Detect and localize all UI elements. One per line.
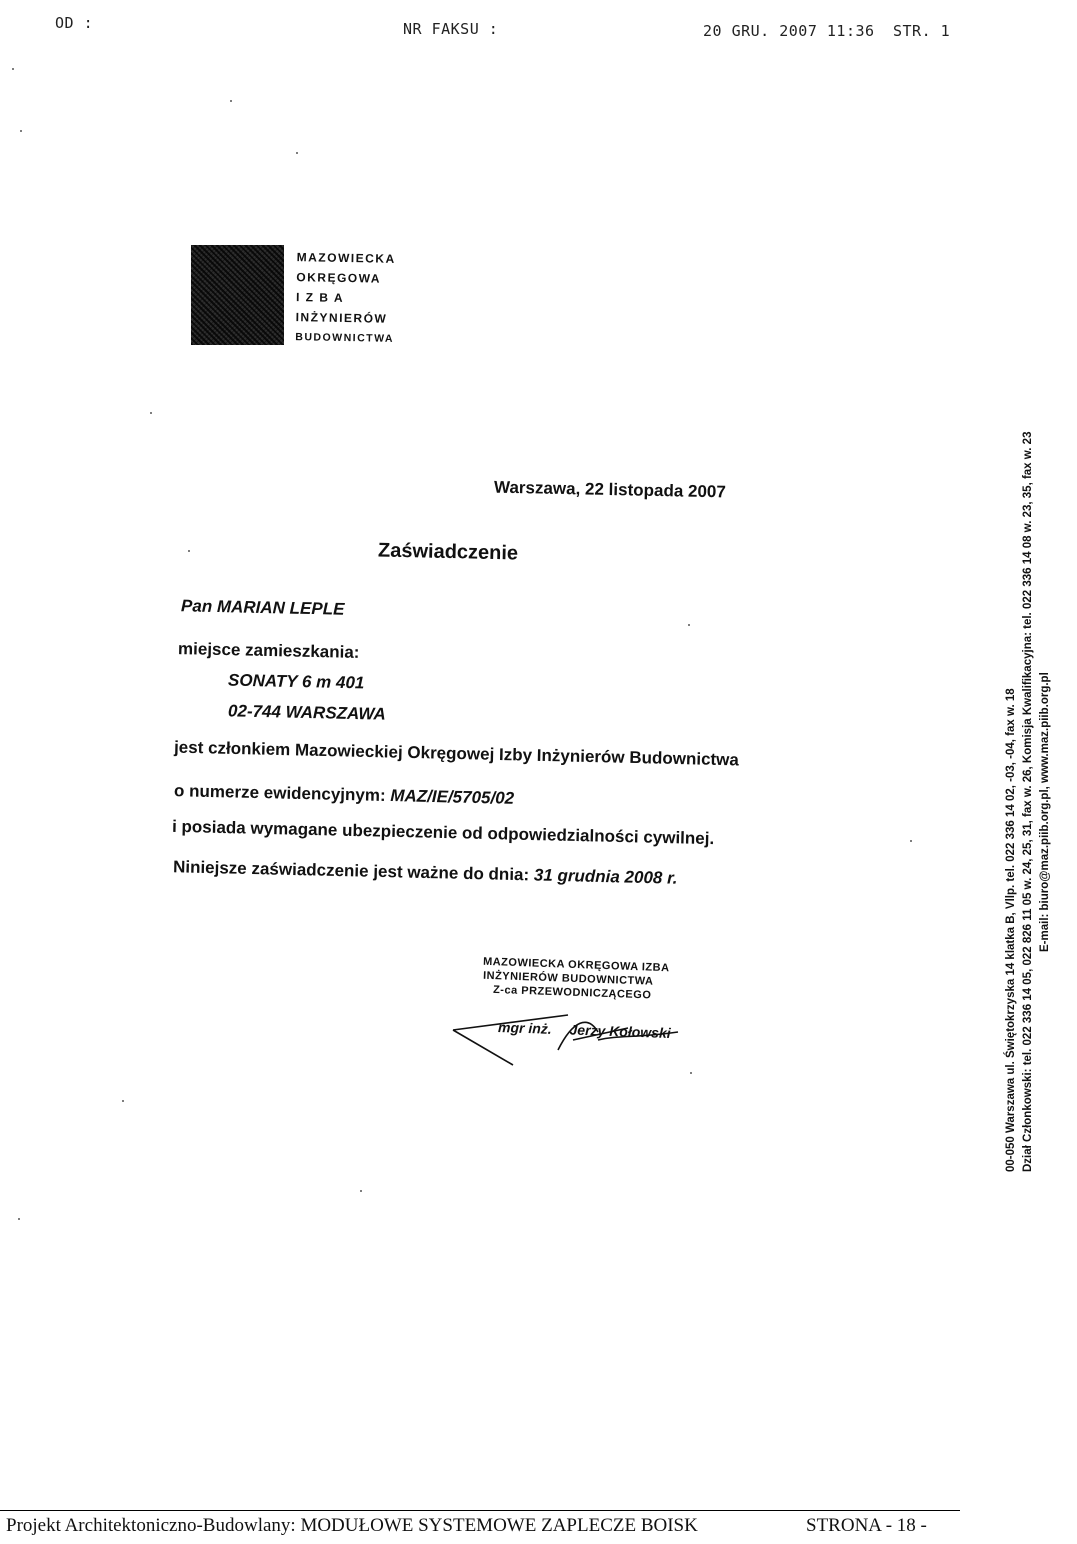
organization-line: BUDOWNICTWA bbox=[295, 331, 395, 345]
footer-project-title: Projekt Architektoniczno-Budowlany: MODUŁOWE SYSTEMOWE ZAPLECZE BOISK bbox=[6, 1515, 698, 1536]
organization-name bbox=[295, 247, 396, 349]
document-title: Zaświadczenie bbox=[377, 539, 519, 565]
scan-speck bbox=[12, 68, 14, 70]
fax-page-number: STR. 1 bbox=[893, 22, 951, 40]
signer-title: mgr inż. bbox=[497, 1018, 552, 1037]
scan-speck bbox=[910, 840, 912, 842]
membership-statement: jest członkiem Mazowieckiej Okręgowej Izby Inżynierów Budownictwa bbox=[173, 737, 740, 770]
official-stamp bbox=[482, 955, 670, 1002]
contact-email: E-mail: biuro@maz.piib.org.pl, www.maz.piib.org.pl bbox=[1039, 672, 1051, 952]
addressee bbox=[181, 596, 345, 619]
register-line bbox=[174, 781, 515, 809]
contact-address: 00-050 Warszawa ul. Świętokrzyska 14 klatka B, Vllp. tel. 022 336 14 02, -03, -04, fax w. 18 bbox=[1005, 688, 1017, 1172]
organization-line: I Z B A bbox=[295, 290, 345, 305]
contact-sidebar bbox=[1003, 372, 1077, 1172]
organization-line: MAZOWIECKA bbox=[296, 250, 396, 266]
signer-name: Jerzy Kołowski bbox=[569, 1021, 671, 1042]
validity-prefix: Niniejsze zaświadczenie jest ważne do dnia: bbox=[172, 857, 530, 885]
scan-speck bbox=[296, 152, 298, 154]
residence-label: miejsce zamieszkania: bbox=[177, 639, 360, 662]
scan-speck bbox=[690, 1072, 692, 1074]
validity-line bbox=[173, 857, 678, 888]
register-prefix: o numerze ewidencyjnym: bbox=[173, 781, 386, 805]
addressee-name: MARIAN LEPLE bbox=[216, 597, 345, 619]
fax-from-label: OD : bbox=[55, 14, 94, 32]
scan-speck bbox=[230, 100, 232, 102]
scan-speck bbox=[188, 550, 190, 552]
scan-speck bbox=[688, 624, 690, 626]
stamp-line: MAZOWIECKA OKRĘGOWA IZBA bbox=[482, 955, 670, 975]
scan-speck bbox=[150, 412, 152, 414]
stamp-line: INŻYNIERÓW BUDOWNICTWA bbox=[482, 969, 654, 988]
contact-departments: Dział Członkowski: tel. 022 336 14 05, 022 826 11 05 w. 24, 25, 31, fax w. 26, Komisja Kwalifikacyjna: tel. 022 336 14 08 w. 23, 35, fax w. 23 bbox=[1022, 431, 1034, 1172]
scan-speck bbox=[20, 130, 22, 132]
insurance-statement: i posiada wymagane ubezpieczenie od odpowiedzialności cywilnej. bbox=[171, 816, 715, 849]
scan-speck bbox=[18, 1218, 20, 1220]
organization-line: INŻYNIERÓW bbox=[295, 310, 388, 326]
salutation: Pan bbox=[180, 596, 213, 616]
fax-number-label: NR FAKSU : bbox=[403, 20, 499, 38]
organization-line: OKRĘGOWA bbox=[296, 270, 382, 286]
address-city: 02-744 WARSZAWA bbox=[227, 701, 386, 724]
footer-page-number: STRONA - 18 - bbox=[806, 1515, 927, 1536]
scan-speck bbox=[122, 1100, 124, 1102]
stamp-line: Z-ca PRZEWODNICZĄCEGO bbox=[492, 983, 652, 1002]
validity-date: 31 grudnia 2008 r. bbox=[533, 865, 678, 888]
page-footer bbox=[0, 1510, 960, 1544]
fax-datetime: 20 GRU. 2007 11:36 bbox=[703, 22, 875, 40]
scan-speck bbox=[360, 1190, 362, 1192]
address-street: SONATY 6 m 401 bbox=[227, 670, 365, 693]
chamber-logo bbox=[191, 245, 284, 345]
register-number: MAZ/IE/5705/02 bbox=[390, 786, 515, 808]
place-date: Warszawa, 22 listopada 2007 bbox=[493, 477, 727, 502]
